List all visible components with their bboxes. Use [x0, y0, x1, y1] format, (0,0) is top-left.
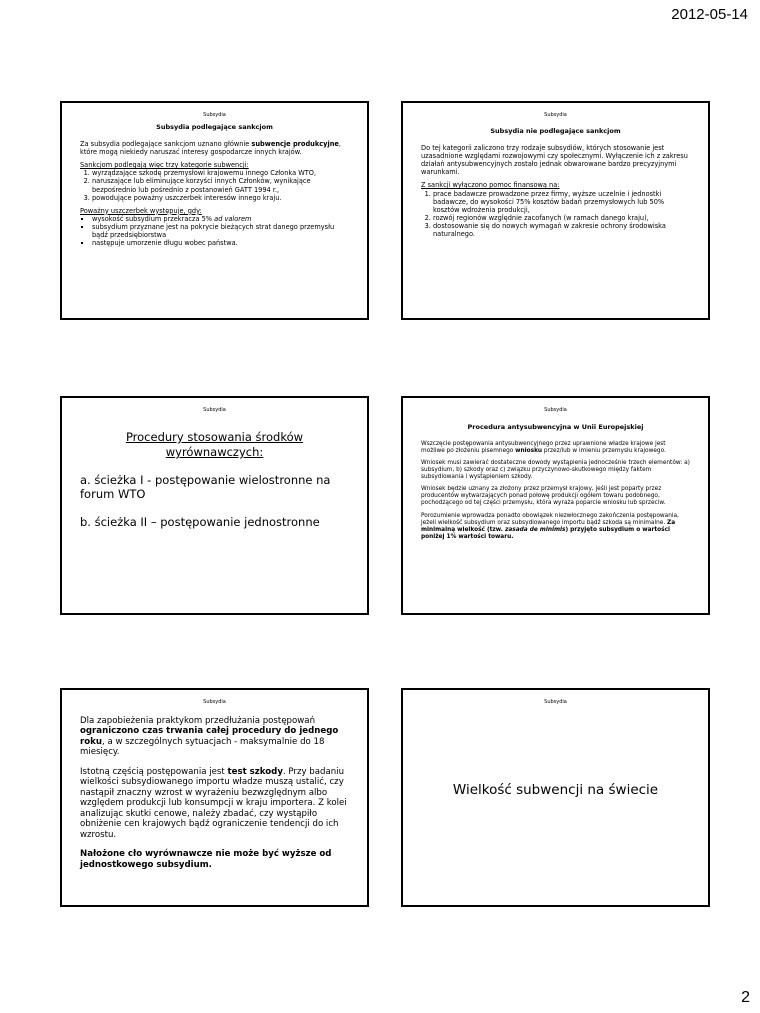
list-item: 3. dostosowanie się do nowych wymagań w zakresie ochrony środowiska naturalnego. — [433, 222, 690, 238]
list-item: 2. rozwój regionów względnie zacofanych (w ramach danego kraju), — [433, 214, 690, 222]
list-heading: Sankcjom podlegają więc trzy kategorie subwencji: — [80, 161, 249, 170]
paragraph: Dla zapobieżenia praktykom przedłużania postępowań ograniczono czas trwania całej procedury do jednego roku, a w szczególnych sytuacjach - maksymalnie do 18 miesięcy. — [80, 716, 339, 758]
slide-header: Subsydia — [203, 699, 226, 705]
list-item: 2. naruszające lub eliminujące korzyści innych Członków, wynikające bezpośrednio lub pośrednio z postanowień GATT 1994 r., — [92, 177, 349, 193]
paragraph: Porozumienie wprowadza ponadto obowiązek niezwłocznego zakończenia postępowania, jeżeli wielkość subsydium oraz subsydiowanego importu bądź szkoda są minimalne. Za minimalną wielkość (tzw. zasada de minimis) przyjęto subsydium o wartości poniżej 1% wartości towaru. — [421, 512, 679, 540]
slide-header: Subsydia — [544, 407, 567, 413]
slide-intro: Do tej kategorii zaliczono trzy rodzaje subsydiów, których stosowanie jest uzasadnione względami rozwojowymi czy społecznymi. Wyłączenie ich z zakresu działań antysubwencyjnych zostało jednak obwarowane bardzo precyzyjnymi warunkami. — [421, 144, 688, 177]
slide-header: Subsydia — [544, 112, 567, 118]
list-item: 1. prace badawcze prowadzone przez firmy, wyższe uczelnie i jednostki badawcze, do wysokości 75% kosztów badań przemysłowych lub 50% kosztów wdrożenia produkcji, — [433, 190, 690, 214]
paragraph: Wniosek będzie uznany za złożony przez przemysł krajowy, jeśli jest poparty przez producentów wytwarzających ponad połowę produkcji ogółem towaru podobnego, pochodzącego od tej części przemysłu, która wyraża poparcie wniosku lub sprzeciw. — [421, 486, 666, 507]
slide-intro: Za subsydia podlegające sankcjom uznano głównie subwencje produkcyjne, które mogą niekiedy naruszać interesy gospodarcze innych krajów. — [80, 140, 341, 157]
paragraph: Wszczęcie postępowania antysubwencyjnego przez uprawnione władze krajowe jest możliwe po złożeniu pisemnego wniosku przez/lub w imieniu przemysłu krajowego. — [421, 441, 666, 455]
list-item: ▪ wysokość subsydium przekracza 5% ad valorem — [92, 215, 349, 223]
paragraph: Wniosek musi zawierać dostateczne dowody wystąpienia jednocześnie trzech elementów: a) subsydium, b) szkody oraz c) związku przyczynowo-skutkowego między faktem subsydiowania i wystąpieniem szkody. — [421, 460, 690, 481]
list-item: ▪ subsydium przyznane jest na pokrycie bieżących strat danego przemysłu bądź przedsiębiorstwa — [92, 223, 349, 239]
list-item: 1. wyrządzające szkodę przemysłowi krajowemu innego Członka WTO, — [92, 169, 349, 177]
list-item: 3. powodujące poważny uszczerbek interesów innego kraju. — [92, 194, 349, 202]
list-item: ▪ następuje umorzenie długu wobec państwa. — [92, 239, 349, 247]
numbered-list — [421, 190, 690, 239]
slide-header: Subsydia — [203, 407, 226, 413]
slide-title: Wielkość subwencji na świecie — [452, 782, 659, 798]
slide-3 — [60, 396, 369, 615]
slide-6 — [401, 688, 710, 907]
slide-header: Subsydia — [544, 699, 567, 705]
page-number: 2 — [741, 989, 750, 1006]
bullet-list — [80, 215, 349, 247]
paragraph: Nałożone cło wyrównawcze nie może być wyższe od jednostkowego subsydium. — [80, 849, 332, 870]
slide-title: Subsydia nie podlegające sankcjom — [490, 127, 621, 135]
numbered-list — [80, 169, 349, 201]
list-heading: Z sankcji wyłączono pomoc finansową na: — [421, 181, 560, 190]
print-date: 2012-05-14 — [671, 6, 748, 23]
slide-1 — [60, 101, 369, 320]
slide-header: Subsydia — [203, 112, 226, 118]
slide-title: Procedura antysubwencyjna w Unii Europejskiej — [467, 423, 644, 431]
slide-title: Procedury stosowania środków wyrównawczych: — [125, 430, 304, 459]
slide-5 — [60, 688, 369, 907]
slide-2 — [401, 101, 710, 320]
path-1-text: a. ścieżka I - postępowanie wielostronne na forum WTO — [80, 472, 331, 502]
path-2-text: b. ścieżka II – postępowanie jednostronne — [80, 514, 320, 529]
paragraph: Istotną częścią postępowania jest test szkody. Przy badaniu wielkości subsydiowanego importu władze muszą ustalić, czy nastąpił znaczny wzrost w wyrażeniu bezwzględnym albo względem produkcji lub konsumpcji w kraju importera. Z kolei analizując skutki cenowe, należy zbadać, czy wystąpiło obniżenie cen krajowych bądź ograniczenie tendencji do ich wzrostu. — [80, 766, 347, 840]
slide-title: Subsydia podlegające sankcjom — [156, 123, 273, 131]
slide-4 — [401, 396, 710, 615]
bullets-heading: Poważny uszczerbek występuje, gdy: — [80, 206, 202, 215]
